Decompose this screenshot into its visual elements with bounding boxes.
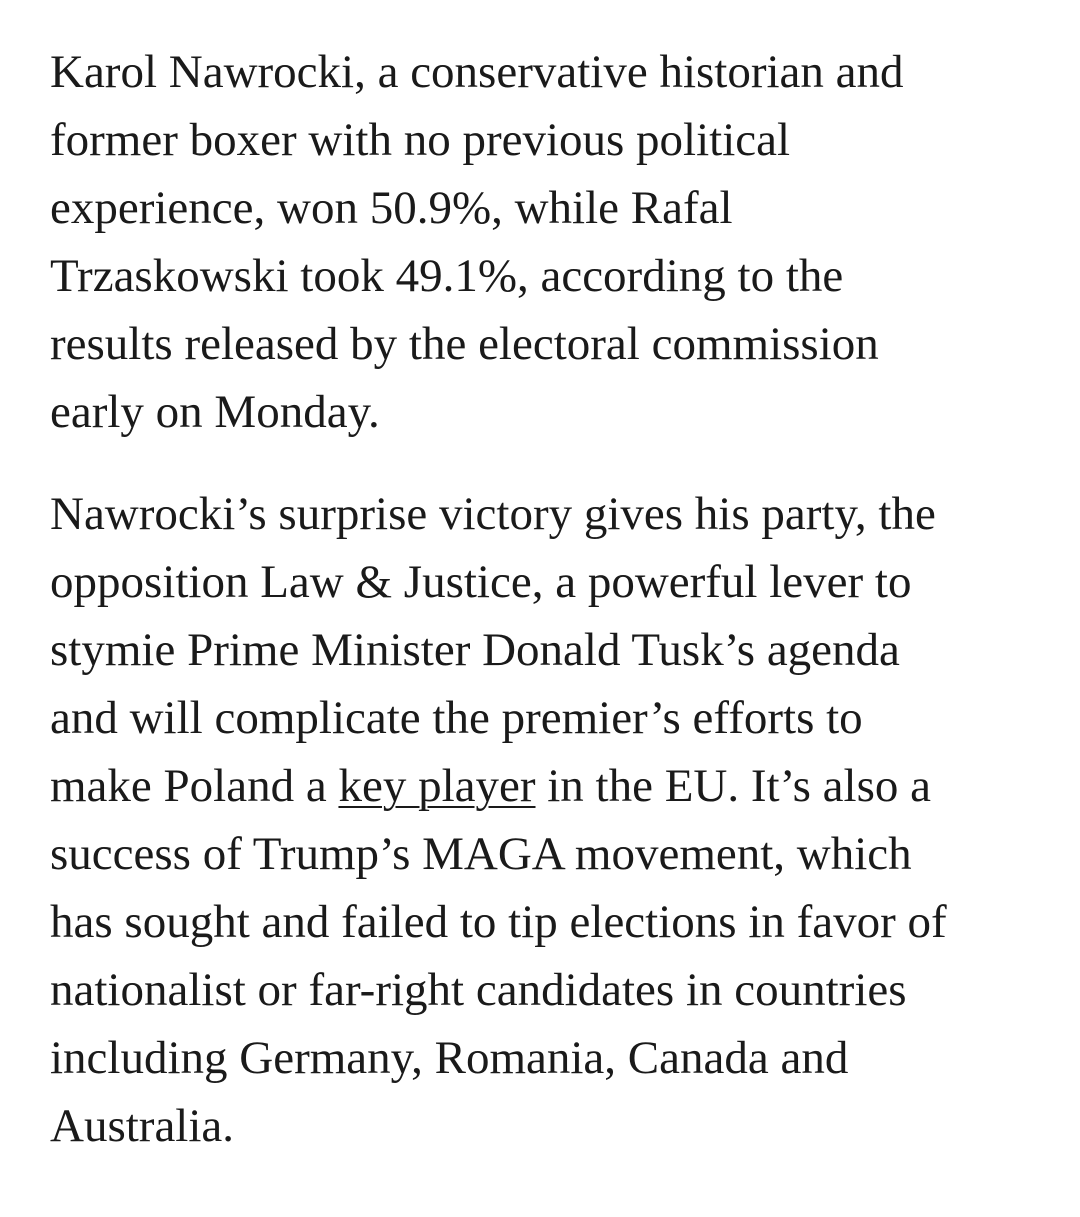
text-line: including Germany, Romania, Canada and [50, 1032, 849, 1084]
key-player-link[interactable]: key player [338, 760, 536, 812]
text-line: Trzaskowski took 49.1%, according to the [50, 250, 844, 302]
text-line: Australia. [50, 1100, 235, 1152]
text-line-with-link [50, 752, 1060, 820]
text-line: success of Trump’s MAGA movement, which [50, 828, 912, 880]
paragraph-1 [50, 38, 1060, 446]
text-line: nationalist or far-right candidates in countries [50, 964, 907, 1016]
text-line: early on Monday. [50, 386, 380, 438]
text-line: results released by the electoral commission [50, 318, 879, 370]
link-suffix-text: in the EU. It’s also a [535, 760, 932, 812]
paragraph-2 [50, 480, 1060, 1160]
text-line: stymie Prime Minister Donald Tusk’s agenda [50, 624, 900, 676]
text-line: former boxer with no previous political [50, 114, 791, 166]
link-prefix-text: make Poland a [50, 760, 339, 812]
text-line: opposition Law & Justice, a powerful lever to [50, 556, 912, 608]
text-line: Karol Nawrocki, a conservative historian and [50, 46, 904, 98]
text-line: and will complicate the premier’s efforts to [50, 692, 863, 744]
article-body [50, 38, 1060, 1194]
text-line: experience, won 50.9%, while Rafal [50, 182, 733, 234]
text-line: Nawrocki’s surprise victory gives his party, the [50, 488, 936, 540]
text-line: has sought and failed to tip elections in favor of [50, 896, 947, 948]
